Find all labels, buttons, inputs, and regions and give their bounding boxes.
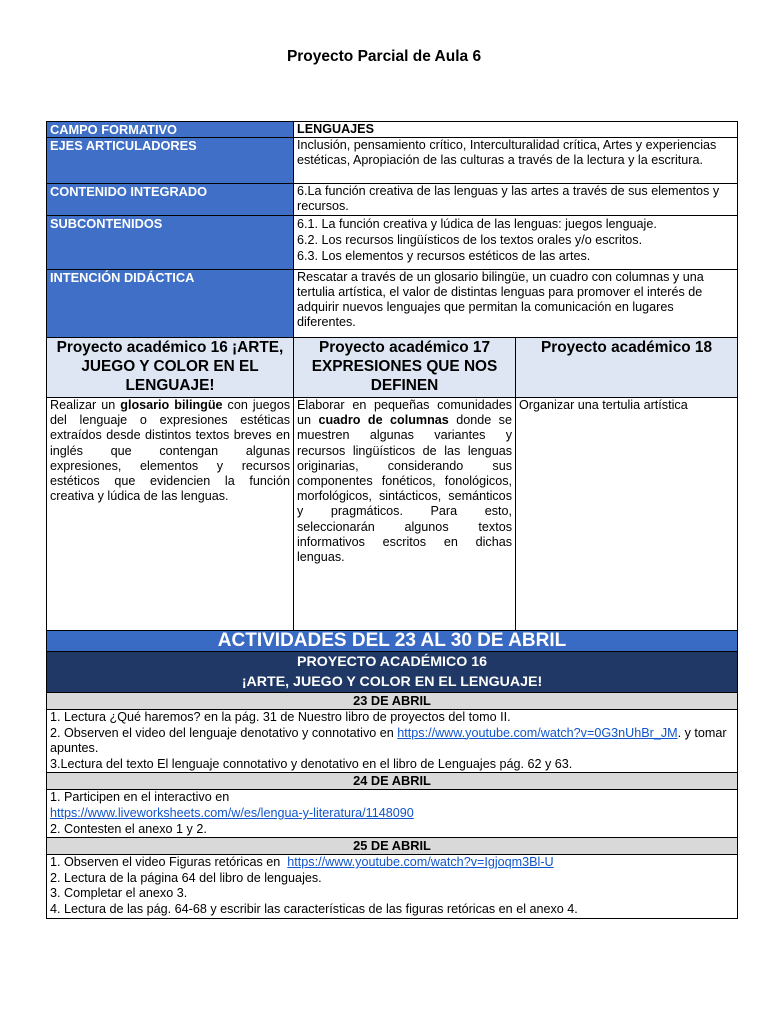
row-date-23 <box>47 693 738 710</box>
row-project-16-banner <box>47 652 738 693</box>
activity-item: 3.Lectura del texto El lenguaje connotativo y denotativo en el libro de Lenguajes pág. 62 y 63. <box>50 756 573 771</box>
campo-label: CAMPO FORMATIVO <box>47 122 294 138</box>
row-day-24-items <box>47 790 738 838</box>
project-16-banner-line1: PROYECTO ACADÉMICO 16 <box>297 654 487 670</box>
contenido-label: CONTENIDO INTEGRADO <box>47 184 294 216</box>
row-project-descriptions <box>47 398 738 631</box>
youtube-link-figuras-retoricas[interactable]: https://www.youtube.com/watch?v=Igjoqm3Bl-U <box>287 855 554 870</box>
row-ejes <box>47 138 738 184</box>
activity-item: 2. Lectura de la página 64 del libro de lenguajes. <box>50 870 322 885</box>
subcontenido-item: 6.1. La función creativa y lúdica de las lenguas: juegos lenguaje. <box>297 217 657 231</box>
project-16-banner-line2: ¡ARTE, JUEGO Y COLOR EN EL LENGUAJE! <box>241 674 543 690</box>
day-25-activities <box>47 855 738 918</box>
project-16-banner <box>47 652 738 693</box>
row-date-24 <box>47 773 738 790</box>
activity-item <box>50 806 734 822</box>
activity-item: 2. Observen el video del lenguaje denotativo y connotativo en https://www.youtube.com/watch?v=0G3nUhBr_JM. y tomar apuntes. <box>50 725 727 756</box>
date-25-header: 25 DE ABRIL <box>47 838 738 855</box>
subcontenidos-label: SUBCONTENIDOS <box>47 216 294 270</box>
row-date-25 <box>47 838 738 855</box>
day-23-activities <box>47 710 738 773</box>
glosario-bilingue-term: glosario bilingüe <box>120 398 223 412</box>
project-17-heading: Proyecto académico 17 EXPRESIONES QUE NOS DEFINEN <box>294 338 516 398</box>
page-title: Proyecto Parcial de Aula 6 <box>286 48 482 65</box>
project-17-description: Elaborar en pequeñas comunidades un cuadro de columnas donde se muestren algunas variantes y recursos lingüísticos de las lenguas originarias, considerando sus componentes fonéticos, fonológicos, morfológicos, sintácticos, semánticos y pragmáticos. Para esto, seleccionarán algunos textos informativos escritos en dichas lenguas. <box>294 398 516 631</box>
project-table <box>46 121 738 919</box>
cuadro-de-columnas-term: cuadro de columnas <box>318 413 449 428</box>
row-intencion <box>47 270 738 338</box>
ejes-label: EJES ARTICULADORES <box>47 138 294 184</box>
liveworksheets-link[interactable]: https://www.liveworksheets.com/w/es/lengua-y-literatura/1148090 <box>50 805 414 820</box>
date-24-header: 24 DE ABRIL <box>47 773 738 790</box>
activity-item: 1. Lectura ¿Qué haremos? en la pág. 31 de Nuestro libro de proyectos del tomo II. <box>50 710 511 724</box>
project-18-heading: Proyecto académico 18 <box>516 338 738 398</box>
row-subcontenidos <box>47 216 738 270</box>
subcontenidos-value <box>294 216 738 270</box>
row-activities-title <box>47 631 738 652</box>
activity-item: 1. Participen en el interactivo en <box>50 790 230 805</box>
activity-item: 4. Lectura de las pág. 64-68 y escribir las características de las figuras retóricas en el anexo 4. <box>50 901 578 916</box>
activity-item: 3. Completar el anexo 3. <box>50 886 188 901</box>
subcontenido-item: 6.2. Los recursos lingüísticos de los textos orales y/o escritos. <box>297 233 643 247</box>
row-day-23-items <box>47 710 738 773</box>
campo-value: LENGUAJES <box>294 122 738 138</box>
project-16-heading: Proyecto académico 16 ¡ARTE, JUEGO Y COLOR EN EL LENGUAJE! <box>47 338 294 398</box>
youtube-link-denotativo[interactable]: https://www.youtube.com/watch?v=0G3nUhBr_JM <box>397 725 678 740</box>
row-project-headings <box>47 338 738 398</box>
row-campo-formativo <box>47 122 738 138</box>
row-day-25-items <box>47 855 738 918</box>
project-18-description: Organizar una tertulia artística <box>516 398 738 631</box>
activity-item: 1. Observen el video Figuras retóricas en https://www.youtube.com/watch?v=Igjoqm3Bl-U <box>50 855 554 870</box>
row-contenido <box>47 184 738 216</box>
date-23-header: 23 DE ABRIL <box>47 693 738 710</box>
subcontenido-item: 6.3. Los elementos y recursos estéticos de las artes. <box>297 249 591 263</box>
intencion-value: Rescatar a través de un glosario bilingüe, un cuadro con columnas y una tertulia artística, el valor de distintas lenguas para promover el interés de adquirir nuevos lenguajes que permitan la comunicación en lugares diferentes. <box>294 270 738 338</box>
activity-item: 2. Contesten el anexo 1 y 2. <box>50 821 207 836</box>
project-16-description: Realizar un glosario bilingüe con juegos del lenguaje o expresiones estéticas extraídos desde distintos textos breves en inglés que contengan algunas expresiones, elementos y recursos estéticos que evidencien la función creativa y lúdica de las lenguas. <box>47 398 294 631</box>
ejes-value: Inclusión, pensamiento crítico, Interculturalidad crítica, Artes y experiencias estéticas, Apropiación de las culturas a través de la lectura y la escritura. <box>294 138 738 184</box>
contenido-value: 6.La función creativa de las lenguas y las artes a través de sus elementos y recursos. <box>294 184 738 216</box>
intencion-label: INTENCIÓN DIDÁCTICA <box>47 270 294 338</box>
activities-title: ACTIVIDADES DEL 23 AL 30 DE ABRIL <box>47 631 738 652</box>
day-24-activities <box>47 790 738 838</box>
